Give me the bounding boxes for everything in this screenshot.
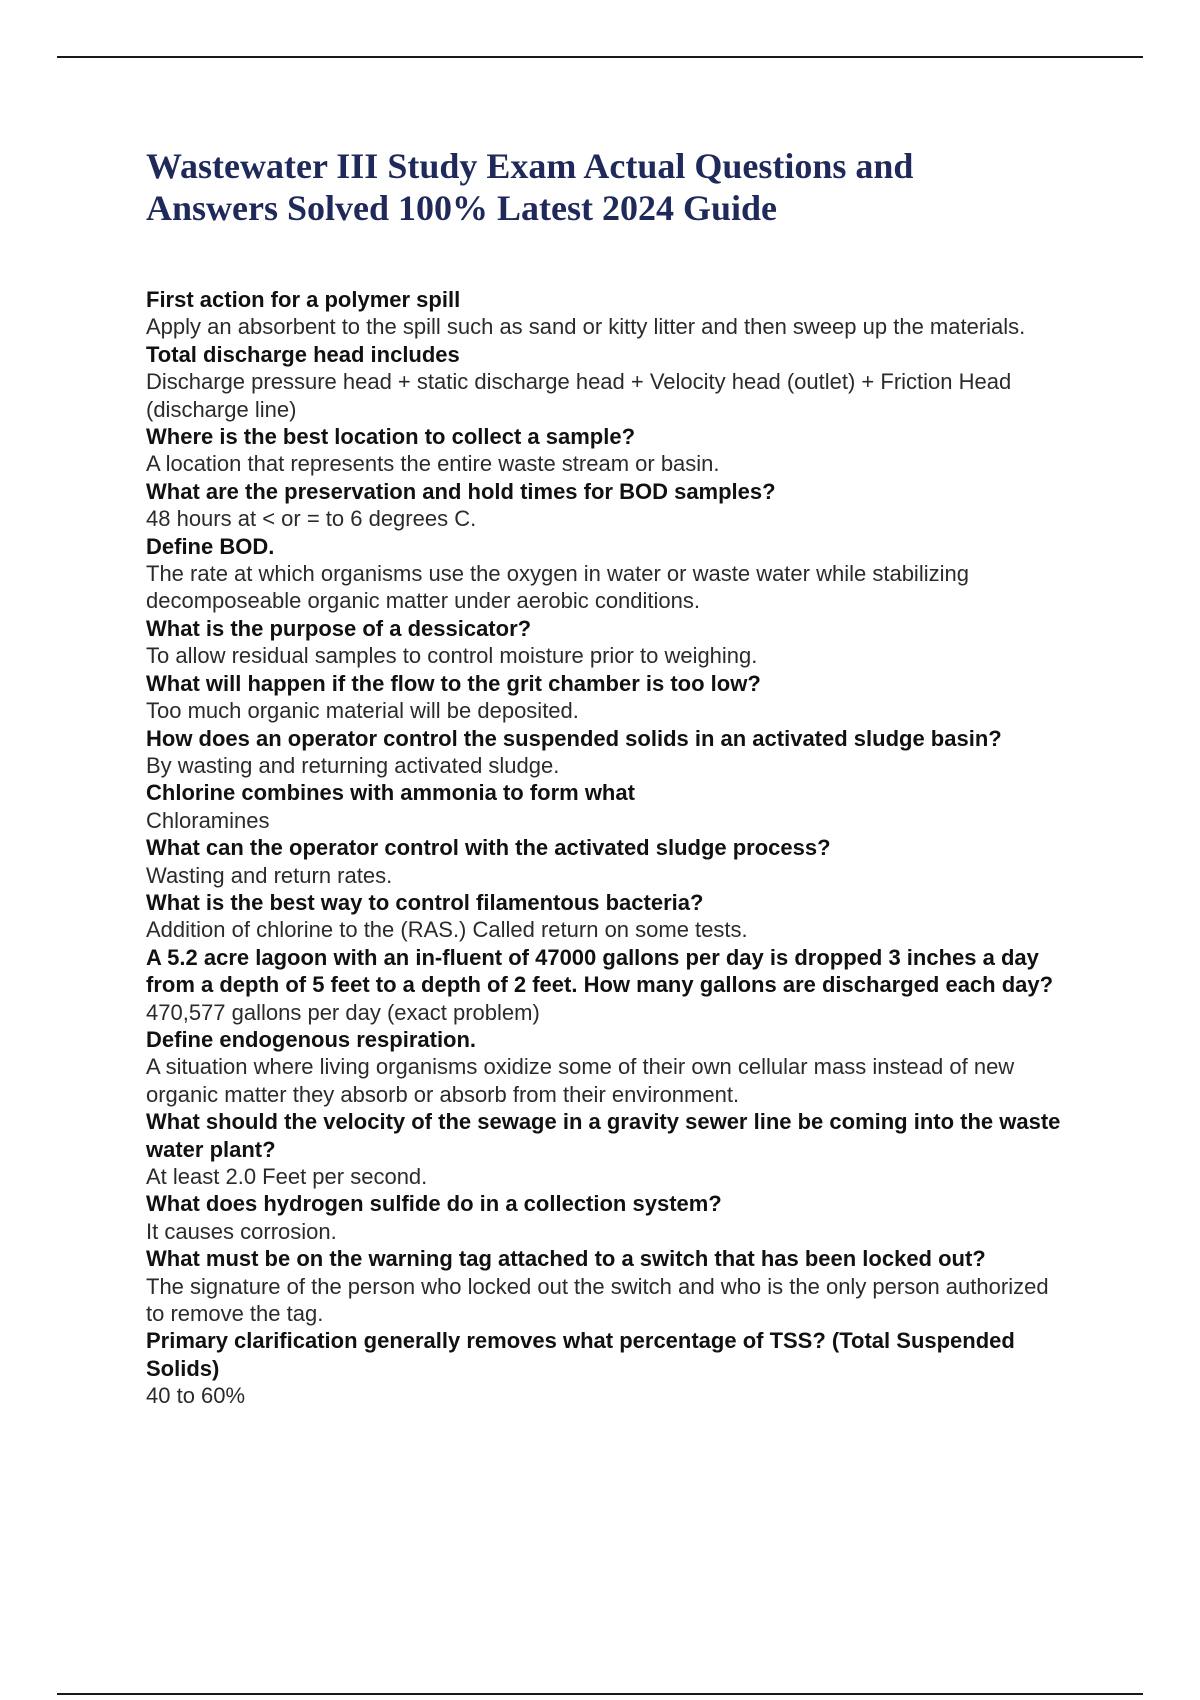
answer: Discharge pressure head + static discharge head + Velocity head (outlet) + Friction Head (discharge line) bbox=[146, 369, 1012, 422]
question: What is the purpose of a dessicator? bbox=[146, 615, 532, 641]
question: What can the operator control with the activated sludge process? bbox=[146, 835, 831, 861]
answer: By wasting and returning activated sludge. bbox=[146, 752, 560, 778]
question: Total discharge head includes bbox=[146, 341, 460, 367]
answer: 470,577 gallons per day (exact problem) bbox=[146, 999, 540, 1025]
question: A 5.2 acre lagoon with an in-fluent of 47000 gallons per day is dropped 3 inches a day from a depth of 5 feet to a depth of 2 feet. How many gallons are discharged each day? bbox=[146, 944, 1054, 998]
answer: A situation where living organisms oxidize some of their own cellular mass instead of new organic matter they absorb or absorb from their environment. bbox=[146, 1054, 1015, 1107]
question: Define endogenous respiration. bbox=[146, 1026, 477, 1052]
answer: It causes corrosion. bbox=[146, 1218, 337, 1244]
answer: Wasting and return rates. bbox=[146, 862, 393, 888]
question: Primary clarification generally removes what percentage of TSS? (Total Suspended Solids) bbox=[146, 1328, 1015, 1381]
question: What is the best way to control filamentous bacteria? bbox=[146, 889, 704, 915]
answer: Too much organic material will be deposited. bbox=[146, 698, 579, 724]
question: What will happen if the flow to the grit chamber is too low? bbox=[146, 670, 761, 696]
answer: 48 hours at < or = to 6 degrees C. bbox=[146, 506, 477, 532]
header-rule bbox=[57, 56, 1143, 58]
answer: A location that represents the entire waste stream or basin. bbox=[146, 451, 720, 477]
answer: At least 2.0 Feet per second. bbox=[146, 1164, 428, 1189]
footer-rule bbox=[57, 1693, 1143, 1695]
question: What should the velocity of the sewage in a gravity sewer line be coming into the waste water plant? bbox=[146, 1109, 1061, 1162]
question: What are the preservation and hold times for BOD samples? bbox=[146, 478, 776, 504]
answer: The signature of the person who locked out the switch and who is the only person authorized to remove the tag. bbox=[146, 1273, 1049, 1327]
qa-list bbox=[146, 286, 1066, 1410]
document-title: Wastewater III Study Exam Actual Questions and Answers Solved 100% Latest 2024 Guide bbox=[146, 146, 914, 228]
question: How does an operator control the suspended solids in an activated sludge basin? bbox=[146, 725, 1002, 751]
question: Where is the best location to collect a sample? bbox=[146, 424, 636, 450]
question: First action for a polymer spill bbox=[146, 287, 461, 312]
answer: The rate at which organisms use the oxygen in water or waste water while stabilizing decomposeable organic matter under aerobic conditions. bbox=[146, 561, 969, 614]
question: Chlorine combines with ammonia to form what bbox=[146, 780, 635, 806]
answer: Chloramines bbox=[146, 807, 270, 833]
answer: To allow residual samples to control moisture prior to weighing. bbox=[146, 643, 758, 669]
question: What must be on the warning tag attached to a switch that has been locked out? bbox=[146, 1246, 986, 1272]
answer: Addition of chlorine to the (RAS.) Called return on some tests. bbox=[146, 917, 748, 943]
question: Define BOD. bbox=[146, 533, 275, 559]
answer: 40 to 60% bbox=[146, 1383, 246, 1409]
question: What does hydrogen sulfide do in a collection system? bbox=[146, 1191, 722, 1217]
answer: Apply an absorbent to the spill such as sand or kitty litter and then sweep up the materials. bbox=[146, 314, 1026, 340]
